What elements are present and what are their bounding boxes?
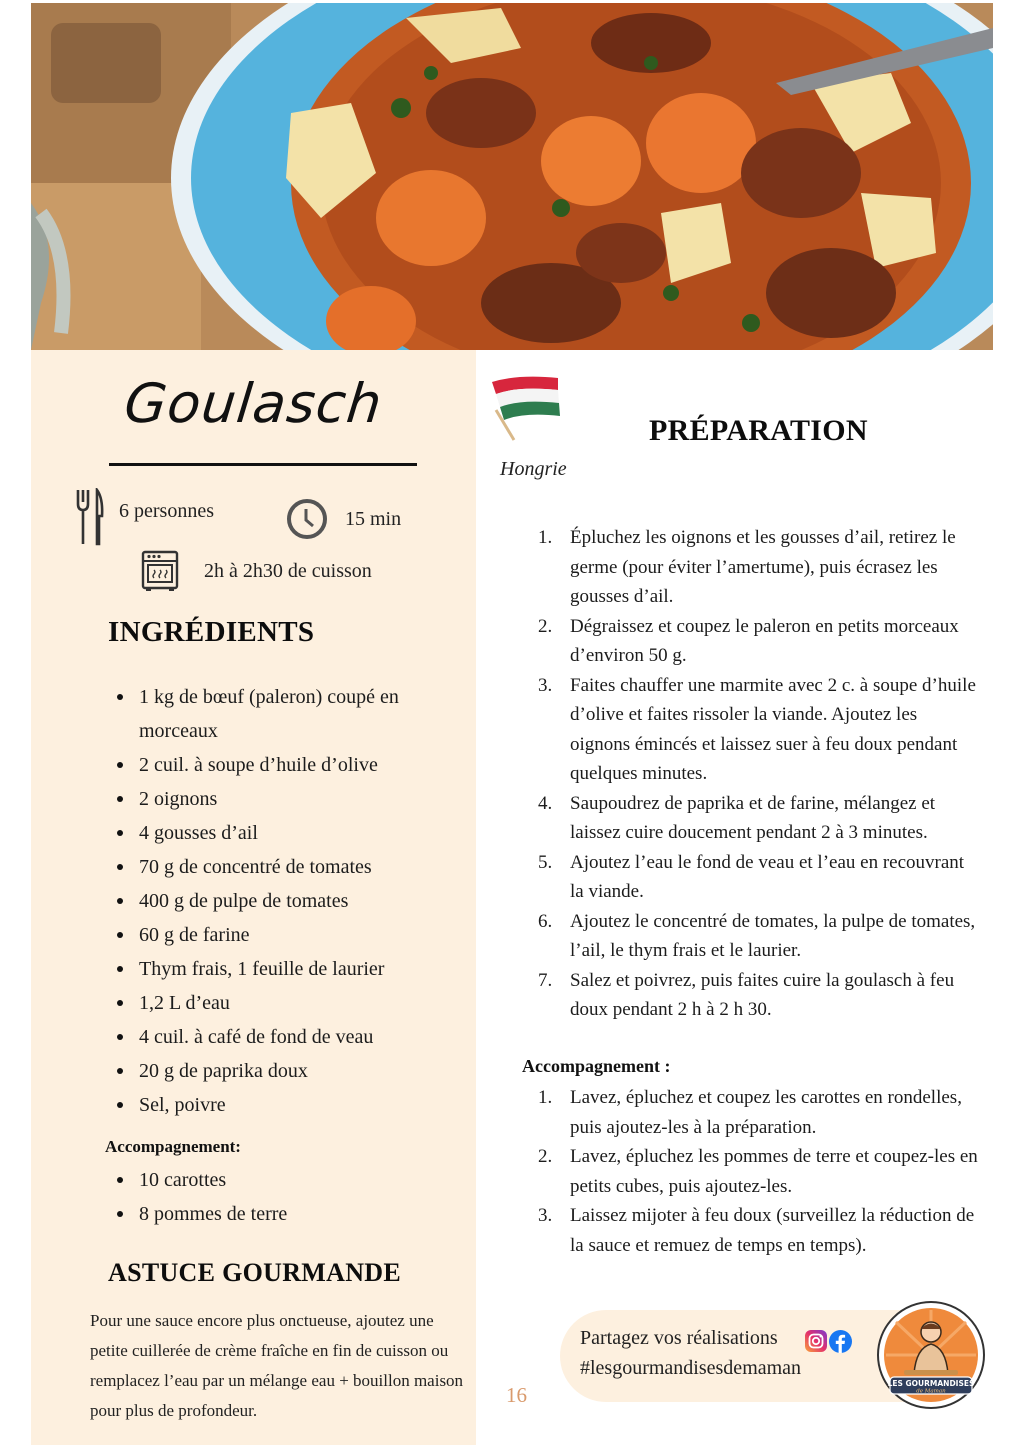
ingredient-item: 4 cuil. à café de fond de veau	[109, 1020, 409, 1054]
tip-text: Pour une sauce encore plus onctueuse, ajoutez une petite cuillerée de crème fraîche en fin de cuisson ou remplacez l’eau par un mélange eau + bouillon maison pour plus de profondeur.	[90, 1311, 464, 1420]
ingredient-item: Thym frais, 1 feuille de laurier	[109, 952, 409, 986]
ingredient-item: 1 kg de bœuf (paleron) coupé en morceaux	[109, 680, 409, 748]
prep-time-value: 15 min	[345, 507, 402, 530]
country-label: Hongrie	[500, 458, 567, 480]
step-item: 4. Saupoudrez de paprika et de farine, mélangez et laissez cuire doucement pendant 2 à 3 minutes.	[538, 792, 936, 843]
cook-time-row	[141, 550, 372, 592]
ingredient-item: 4 gousses d’ail	[109, 816, 409, 850]
side-step-item: 3. Laissez mijoter à feu doux (surveillez la réduction de la sauce et remuez de temps en temps).	[538, 1205, 975, 1256]
svg-text:de Maman: de Maman	[916, 1388, 946, 1395]
title-divider	[109, 463, 417, 466]
page-number: 16	[506, 1383, 527, 1407]
hero-dish-photo	[31, 3, 993, 350]
ingredients-list	[109, 680, 409, 1122]
ingredient-item: 20 g de paprika doux	[109, 1054, 409, 1088]
share-banner	[560, 1310, 920, 1402]
ingredient-item: 60 g de farine	[109, 918, 409, 952]
ingredient-item: Sel, poivre	[109, 1088, 409, 1122]
share-hashtag[interactable]: #lesgourmandisesdemaman	[580, 1357, 802, 1379]
side-ingredients-heading: Accompagnement:	[105, 1137, 241, 1156]
preparation-steps	[538, 523, 978, 1025]
hungary-flag-icon	[488, 372, 564, 446]
recipe-title: Goulasch	[121, 372, 386, 435]
tip-heading: ASTUCE GOURMANDE	[108, 1258, 401, 1287]
side-ingredients-list	[109, 1163, 409, 1231]
share-text: Partagez vos réalisations	[580, 1327, 778, 1349]
side-step-item: 2. Lavez, épluchez les pommes de terre et coupez-les en petits cubes, puis ajoutez-les.	[538, 1146, 978, 1197]
servings-value: 6 personnes	[119, 499, 214, 522]
clock-icon	[286, 498, 328, 540]
side-ingredient-item: 10 carottes	[109, 1163, 409, 1197]
step-item: 2. Dégraissez et coupez le paleron en petits morceaux d’environ 50 g.	[538, 615, 959, 666]
step-item: 3. Faites chauffer une marmite avec 2 c. à soupe d’huile d’olive et faites rissoler la viande. Ajoutez les oignons émincés et laissez suer à feu doux pendant quelques minutes.	[538, 674, 976, 784]
facebook-icon[interactable]	[829, 1330, 852, 1357]
step-item: 5. Ajoutez l’eau le fond de veau et l’eau en recouvrant la viande.	[538, 851, 965, 902]
side-steps-heading: Accompagnement :	[522, 1056, 671, 1076]
prep-time-row	[286, 498, 401, 540]
svg-text:LES GOURMANDISES: LES GOURMANDISES	[887, 1379, 975, 1388]
oven-icon	[141, 550, 179, 592]
ingredient-item: 1,2 L d’eau	[109, 986, 409, 1020]
ingredients-heading: INGRÉDIENTS	[108, 616, 315, 648]
fork-knife-icon	[75, 488, 105, 546]
ingredient-item: 70 g de concentré de tomates	[109, 850, 409, 884]
brand-logo	[876, 1300, 986, 1410]
side-ingredient-item: 8 pommes de terre	[109, 1197, 409, 1231]
step-item: 6. Ajoutez le concentré de tomates, la pulpe de tomates, l’ail, le thym frais et le laurier.	[538, 910, 976, 961]
ingredients-panel	[31, 350, 476, 1445]
step-item: 7. Salez et poivrez, puis faites cuire la goulasch à feu doux pendant 2 h à 2 h 30.	[538, 969, 955, 1020]
instagram-icon[interactable]	[805, 1330, 827, 1356]
cook-time-value: 2h à 2h30 de cuisson	[204, 559, 372, 582]
step-item: 1. Épluchez les oignons et les gousses d’ail, retirez le germe (pour éviter l’amertume), puis écrasez les gousses d’ail.	[538, 527, 956, 607]
side-steps	[538, 1083, 978, 1260]
servings-row	[75, 488, 214, 546]
ingredient-item: 2 oignons	[109, 782, 409, 816]
side-step-item: 1. Lavez, épluchez et coupez les carottes en rondelles, puis ajoutez-les à la préparation.	[538, 1087, 962, 1138]
goulash-bowl-illustration	[31, 3, 993, 350]
preparation-heading: PRÉPARATION	[649, 414, 868, 447]
ingredient-item: 400 g de pulpe de tomates	[109, 884, 409, 918]
ingredient-item: 2 cuil. à soupe d’huile d’olive	[109, 748, 409, 782]
